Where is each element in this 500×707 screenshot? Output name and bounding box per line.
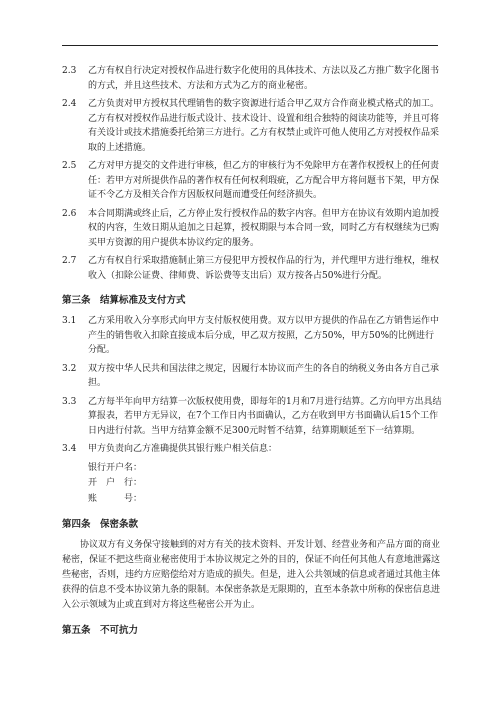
clause-number: 3.4 <box>62 444 77 454</box>
clause-number: 2.3 <box>62 66 77 76</box>
clause-text: 乙方每半年向甲方结算一次版权使用费，即每年的1月和7月进行结算。乙方向甲方出具结算报表，若甲方无异议，在7个工作日内书面确认，乙方在收到甲方书面确认后15个工作日内进行付款。当甲方结算金额不足300元时暂不结算，结算期顺延至下一结算期。 <box>88 396 442 436</box>
clause-number: 2.5 <box>62 161 77 171</box>
document-body <box>62 64 442 644</box>
section-heading-3: 第三条 结算标准及支付方式 <box>62 295 186 306</box>
clause-number: 3.1 <box>62 316 77 326</box>
clause-3-3 <box>62 395 442 439</box>
clause-text: 乙方负责对甲方授权其代理销售的数字资源进行适合甲乙双方合作商业模式格式的加工。乙方有权对授权作品进行版式设计、技术设计、设置和组合独特的阅读功能等，并且可将有关设计或技术措施委托给第三方进行。乙方有权禁止或许可他人使用乙方对授权作品采取的上述措施。 <box>88 99 440 153</box>
clause-number: 3.3 <box>62 396 77 407</box>
clause-3-1 <box>62 314 442 358</box>
confidentiality-paragraph: 协议双方有义务保守接触到的对方有关的技术资料、开发计划、经营业务和产品方面的商业秘密，保证不把这些商业秘密使用于本协议规定之外的目的，保证不向任何其他人有意地泄露这些秘密，否则，违约方应赔偿给对方造成的损失。但是，进入公共领域的信息或者通过其他主体获得的信息不受本协议第九条的限制。本保密条款是无限期的，直至本条款中所称的保密信息进入公示领域为止或直到对方将这些秘密公开为止。 <box>62 540 441 610</box>
clause-text: 乙方有权自行采取措施制止第三方侵犯甲方授权作品的行为，并代理甲方进行维权，维权收入（扣除公证费、律师费、诉讼费等支出后）双方按各占50%进行分配。 <box>88 256 440 281</box>
bank-info-fields <box>62 461 442 508</box>
clause-3-2 <box>62 362 442 391</box>
clause-text: 乙方对甲方提交的文件进行审核，但乙方的审核行为不免除甲方在著作权授权上的任何责任：若甲方对所提供作品的著作权有任何权利瑕疵，乙方配合甲方将问题书下架，甲方保证不令乙方及相关合作方因版权问题而遭受任何经济损失。 <box>88 161 440 200</box>
clause-number: 3.2 <box>62 363 77 374</box>
clause-2-3 <box>62 64 442 93</box>
clause-number: 2.6 <box>62 208 77 219</box>
section-heading-5: 第五条 不可抗力 <box>62 625 139 636</box>
clause-text: 本合同期满或终止后，乙方停止发行授权作品的数字内容。但甲方在协议有效期内追加授权的内容，生效日期从追加之日起算，授权期限与本合同一致，同时乙方有权继续为已购买甲方资源的用户提供本协议约定的服务。 <box>88 208 440 248</box>
clause-2-7 <box>62 254 442 283</box>
clause-number: 2.7 <box>62 256 77 266</box>
clause-2-5 <box>62 159 442 203</box>
bank-account-name-label: 银行开户名： <box>88 462 143 473</box>
header-rule <box>62 45 438 46</box>
clause-text: 甲方负责向乙方准确提供其银行账户相关信息： <box>88 444 278 454</box>
section-heading-4: 第四条 保密条款 <box>62 519 139 530</box>
bank-name-label: 开 户 行： <box>88 478 143 488</box>
clause-text: 乙方有权自行决定对授权作品进行数字化使用的具体技术、方法以及乙方推广数字化图书的方式，并且这些技术、方法和方式为乙方的商业秘密。 <box>88 66 440 91</box>
clause-2-6 <box>62 207 442 251</box>
clause-text: 双方按中华人民共和国法律之规定，因履行本协议而产生的各自的纳税义务由各方自己承担。 <box>88 363 440 388</box>
clause-3-4 <box>62 442 442 457</box>
clause-2-4 <box>62 97 442 155</box>
clause-number: 2.4 <box>62 99 77 109</box>
bank-account-number-label: 账 号： <box>88 493 143 504</box>
clause-text: 乙方采用收入分享形式向甲方支付版权使用费。双方以甲方提供的作品在乙方销售运作中产生的销售收入扣除直接成本后分成，甲乙双方按照，乙方50%，甲方50%的比例进行分配。 <box>88 316 440 355</box>
